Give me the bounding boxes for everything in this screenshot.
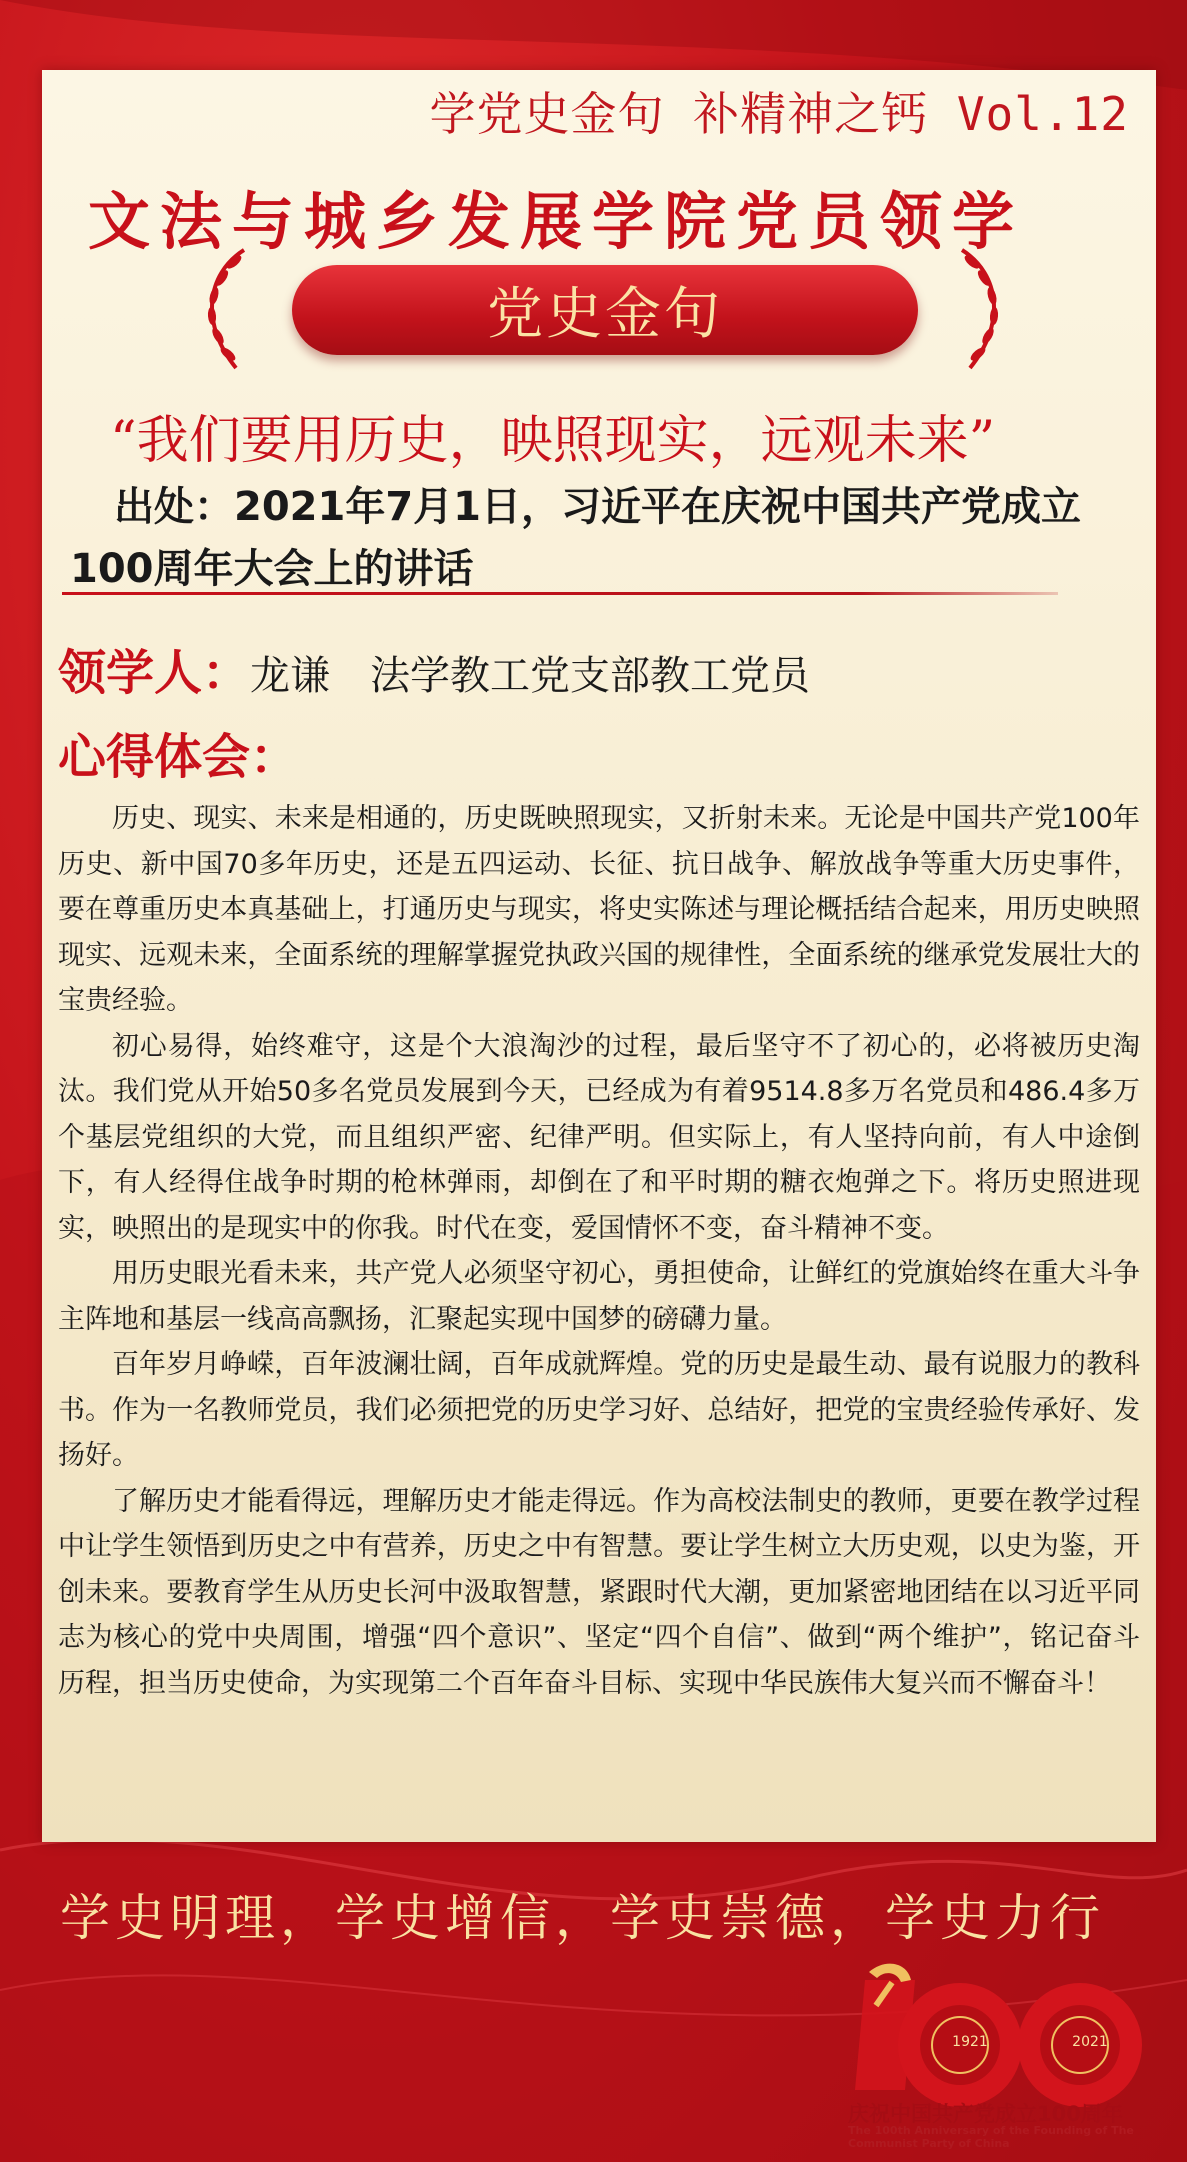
wreath-right-icon bbox=[950, 244, 1010, 374]
paragraph: 了解历史才能看得远，理解历史才能走得远。作为高校法制史的教师，更要在教学过程中让学生领悟到历史之中有营养，历史之中有智慧。要让学生树立大历史观，以史为鉴，开创未来。要教育学生从历史长河中汲取智慧，紧跟时代大潮，更加紧密地团结在以习近平同志为核心的党中央周围，增强“四个意识”、坚定“四个自信”、做到“两个维护”，铭记奋斗历程，担当历史使命，为实现第二个百年奋斗目标、实现中华民族伟大复兴而不懈奋斗！ bbox=[58, 1485, 1140, 1699]
leader-line bbox=[58, 634, 810, 703]
pill-label: 党史金句 bbox=[487, 282, 723, 347]
leader-role: 法学教工党支部教工党员 bbox=[370, 653, 811, 699]
footer-slogan: 学史明理，学史增信，学史崇德，学史力行 bbox=[60, 1889, 1105, 1947]
reflection-heading: 心得体会： bbox=[58, 729, 299, 785]
divider bbox=[62, 592, 1058, 595]
series-title: 学党史金句 补精神之钙 Vol.12 bbox=[429, 87, 1129, 141]
leader-name: 龙谦 bbox=[250, 653, 331, 699]
emblem-caption-cn: 庆祝中国共产党成立100周年 bbox=[848, 2102, 1123, 2126]
leader-label: 领学人： bbox=[58, 645, 251, 701]
paragraph: 历史、现实、未来是相通的，历史既映照现实，又折射未来。无论是中国共产党100年历史、新中国70多年历史，还是五四运动、长征、抗日战争、解放战争等重大历史事件，要在尊重历史本真基础上，打通历史与现实，将史实陈述与理论概括结合起来，用历史映照现实、远观未来，全面系统的理解掌握党执政兴国的规律性，全面系统的继承党发展壮大的宝贵经验。 bbox=[58, 803, 1140, 1016]
source-line-1: 出处：2021年7月1日，习近平在庆祝中国共产党成立 bbox=[114, 484, 1081, 530]
paragraph: 初心易得，始终难守，这是个大浪淘沙的过程，最后坚守不了初心的，必将被历史淘汰。我们党从开始50多名党员发展到今天，已经成为有着9514.8多万名党员和486.4多万个基层党组织的大党，而且组织严密、纪律严明。但实际上，有人坚持向前，有人中途倒下，有人经得住战争时期的枪林弹雨，却倒在了和平时期的糖衣炮弹之下。将历史照进现实，映照出的是现实中的你我。时代在变，爱国情怀不变，奋斗精神不变。 bbox=[58, 1030, 1140, 1244]
emblem-caption-en: The 100th Anniversary of the Founding of The Communist Party of China bbox=[848, 2124, 1134, 2150]
wreath-left-icon bbox=[196, 244, 256, 374]
emblem-year-left: 1921 bbox=[952, 2034, 988, 2050]
golden-quote: “我们要用历史，映照现实，远观未来” bbox=[110, 411, 996, 471]
source-line-2: 100周年大会上的讲话 bbox=[70, 546, 474, 592]
paragraph: 用历史眼光看未来，共产党人必须坚守初心，勇担使命，让鲜红的党旗始终在重大斗争主阵地和基层一线高高飘扬，汇聚起实现中国梦的磅礴力量。 bbox=[58, 1258, 1140, 1335]
reflection-body bbox=[58, 796, 1140, 1706]
section-pill bbox=[292, 265, 918, 355]
emblem-year-right: 2021 bbox=[1072, 2034, 1108, 2050]
quote-source bbox=[70, 476, 1130, 600]
org-title: 文法与城乡发展学院党员领学 bbox=[88, 185, 1025, 258]
paragraph: 百年岁月峥嵘，百年波澜壮阔，百年成就辉煌。党的历史是最生动、最有说服力的教科书。作为一名教师党员，我们必须把党的历史学习好、总结好，把党的宝贵经验传承好、发扬好。 bbox=[58, 1349, 1140, 1471]
